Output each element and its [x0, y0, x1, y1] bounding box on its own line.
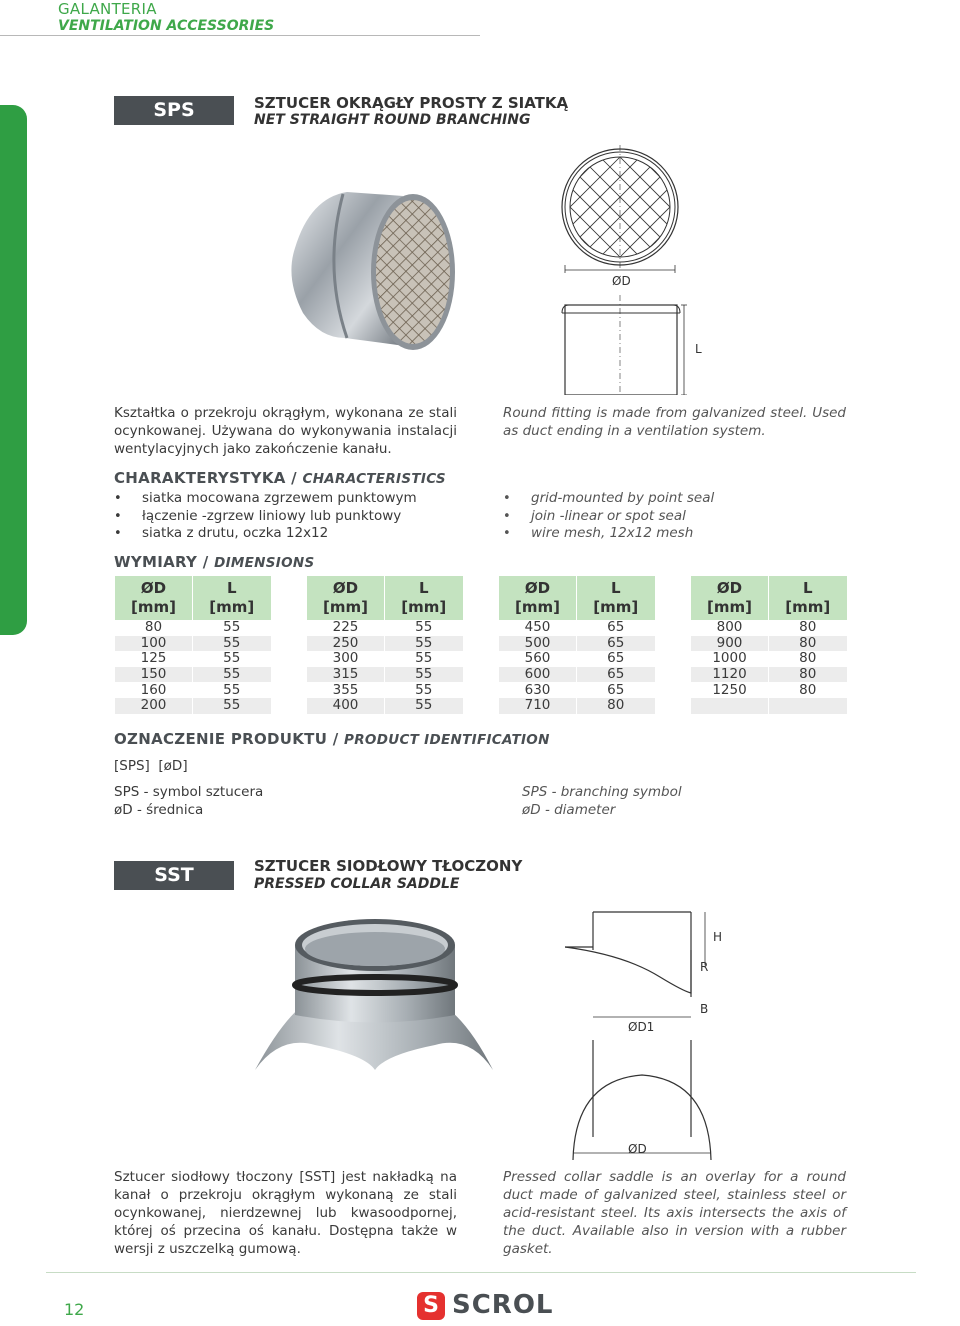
table-cell: 55 [193, 667, 271, 683]
side-tab [0, 105, 27, 635]
table-cell: 1120 [691, 667, 769, 683]
table-cell: 55 [385, 682, 463, 698]
table-cell: 80 [769, 682, 847, 698]
identification-line-en-2: øD - diameter [522, 802, 616, 818]
table-cell: 710 [499, 698, 577, 714]
characteristics-list-pl [114, 490, 474, 543]
table-row [115, 682, 271, 698]
table-cell: 55 [385, 636, 463, 652]
header-category: GALANTERIA [58, 0, 157, 18]
table-cell: 250 [307, 636, 385, 652]
table-row [115, 636, 271, 652]
characteristics-heading [114, 469, 446, 487]
list-item: • siatka mocowana zgrzewem punktowym [114, 490, 474, 508]
table-cell: 80 [577, 698, 655, 714]
table-cell: 800 [691, 620, 769, 636]
sst-description-pl: Sztucer siodłowy tłoczony [SST] jest nakładką na kanał o przekroju okrągłym wykonaną ze stali ocynkowanej, nierdzewnej lub kwasoodpornej, której oś przecina oś kanału. Dostępna także w wersji z uszczelką gumową. [114, 1169, 457, 1257]
table-row [307, 636, 463, 652]
table-cell: 55 [385, 620, 463, 636]
table-cell [691, 698, 769, 714]
table-cell: 900 [691, 636, 769, 652]
sps-subtitle: NET STRAIGHT ROUND BRANCHING [254, 112, 531, 128]
table-cell: 500 [499, 636, 577, 652]
column-header-length: L [mm] [769, 576, 847, 620]
table-cell: 65 [577, 667, 655, 683]
sst-product-photo [255, 905, 495, 1075]
list-item: • join -linear or spot seal [503, 508, 863, 526]
sst-drawing-d1-label: ØD1 [628, 1020, 655, 1034]
table-cell: 300 [307, 651, 385, 667]
table-row [307, 682, 463, 698]
table-cell: 80 [769, 636, 847, 652]
table-row [115, 651, 271, 667]
dimensions-heading-en: DIMENSIONS [214, 555, 315, 571]
table-row [307, 698, 463, 714]
sst-description-en: Pressed collar saddle is an overlay for a round duct made of galvanized steel, stainless steel or acid-resistant steel. Its axis intersects the axis of the duct. Available also in version with a rubber gasket. [503, 1169, 846, 1257]
table-row [115, 620, 271, 636]
table-cell: 55 [193, 682, 271, 698]
table-row [499, 636, 655, 652]
logo-text: SCROL [452, 1290, 554, 1320]
list-item: • łączenie -zgrzew liniowy lub punktowy [114, 508, 474, 526]
table-row [499, 667, 655, 683]
table-cell: 150 [115, 667, 193, 683]
table-cell [769, 698, 847, 714]
table-cell: 55 [193, 651, 271, 667]
sps-drawing-d-label: ØD [612, 274, 631, 288]
sst-drawing-b-label: B [700, 1002, 709, 1016]
table-cell: 630 [499, 682, 577, 698]
table-cell: 65 [577, 651, 655, 667]
sps-code-badge: SPS [114, 96, 234, 125]
table-cell: 55 [385, 698, 463, 714]
table-cell: 55 [193, 620, 271, 636]
table-row [115, 698, 271, 714]
sst-drawing-d-label: ØD [628, 1142, 647, 1156]
dimensions-table [690, 576, 847, 714]
characteristics-heading-pl: CHARAKTERYSTYKA / [114, 469, 297, 487]
table-cell: 160 [115, 682, 193, 698]
table-row [499, 620, 655, 636]
characteristics-heading-en: CHARACTERISTICS [302, 471, 446, 487]
sps-technical-drawing [545, 145, 730, 395]
table-cell: 600 [499, 667, 577, 683]
table-cell: 65 [577, 682, 655, 698]
table-row [691, 636, 847, 652]
sst-subtitle: PRESSED COLLAR SADDLE [254, 876, 460, 892]
table-row [691, 651, 847, 667]
header-subcategory: VENTILATION ACCESSORIES [58, 18, 275, 34]
list-item: • wire mesh, 12x12 mesh [503, 525, 863, 543]
table-cell: 80 [769, 620, 847, 636]
column-header-diameter: ØD [mm] [499, 576, 577, 620]
column-header-diameter: ØD [mm] [115, 576, 193, 620]
column-header-diameter: ØD [mm] [691, 576, 769, 620]
dimensions-heading-pl: WYMIARY / [114, 553, 209, 571]
column-header-length: L [mm] [577, 576, 655, 620]
characteristics-list-en [503, 490, 863, 543]
table-row [499, 682, 655, 698]
sps-drawing-l-label: L [695, 342, 702, 356]
list-item: • siatka z drutu, oczka 12x12 [114, 525, 474, 543]
sps-description-en: Round fitting is made from galvanized steel. Used as duct ending in a ventilation system. [503, 405, 846, 439]
table-row [307, 620, 463, 636]
column-header-diameter: ØD [mm] [307, 576, 385, 620]
table-cell: 1250 [691, 682, 769, 698]
sst-code-badge: SST [114, 861, 234, 890]
page-number: 12 [64, 1300, 85, 1319]
sps-description-pl: Kształtka o przekroju okrągłym, wykonana ze stali ocynkowanej. Używana do wykonywania instalacji wentylacyjnych jako zakończenie kanału. [114, 405, 457, 457]
table-cell: 225 [307, 620, 385, 636]
table-cell: 200 [115, 698, 193, 714]
identification-line-pl-1: SPS - symbol sztucera [114, 784, 264, 800]
table-cell: 560 [499, 651, 577, 667]
sst-technical-drawing [565, 905, 735, 1160]
sps-title: SZTUCER OKRĄGŁY PROSTY Z SIATKĄ [254, 94, 569, 112]
table-row [499, 651, 655, 667]
table-cell: 55 [385, 667, 463, 683]
identification-heading-pl: OZNACZENIE PRODUKTU / [114, 730, 339, 748]
table-cell: 65 [577, 620, 655, 636]
table-cell: 100 [115, 636, 193, 652]
logo-icon: S [417, 1292, 445, 1320]
table-row [691, 682, 847, 698]
column-header-length: L [mm] [385, 576, 463, 620]
footer-rule [46, 1272, 916, 1273]
header-rule [0, 35, 480, 36]
sps-product-photo [285, 188, 460, 353]
table-cell: 80 [769, 651, 847, 667]
column-header-length: L [mm] [193, 576, 271, 620]
dimensions-heading [114, 553, 315, 571]
identification-pattern: [SPS] [øD] [114, 758, 188, 774]
sst-title: SZTUCER SIODŁOWY TŁOCZONY [254, 857, 523, 875]
table-row [307, 667, 463, 683]
table-cell: 65 [577, 636, 655, 652]
dimensions-table [306, 576, 463, 714]
table-row [307, 651, 463, 667]
table-cell: 55 [385, 651, 463, 667]
table-cell: 125 [115, 651, 193, 667]
sst-drawing-h-label: H [713, 930, 723, 944]
table-cell: 450 [499, 620, 577, 636]
table-cell: 1000 [691, 651, 769, 667]
table-cell: 315 [307, 667, 385, 683]
table-cell: 55 [193, 636, 271, 652]
table-cell: 400 [307, 698, 385, 714]
dimensions-table [114, 576, 271, 714]
sst-drawing-r-label: R [700, 960, 709, 974]
identification-heading-en: PRODUCT IDENTIFICATION [344, 732, 550, 748]
table-row [691, 620, 847, 636]
table-cell: 80 [769, 667, 847, 683]
dimensions-table [498, 576, 655, 714]
table-row [691, 698, 847, 714]
table-row [115, 667, 271, 683]
table-row [691, 667, 847, 683]
identification-heading [114, 730, 550, 748]
table-cell: 55 [193, 698, 271, 714]
identification-line-en-1: SPS - branching symbol [522, 784, 682, 800]
identification-line-pl-2: øD - średnica [114, 802, 204, 818]
list-item: • grid-mounted by point seal [503, 490, 863, 508]
table-row [499, 698, 655, 714]
table-cell: 355 [307, 682, 385, 698]
table-cell: 80 [115, 620, 193, 636]
